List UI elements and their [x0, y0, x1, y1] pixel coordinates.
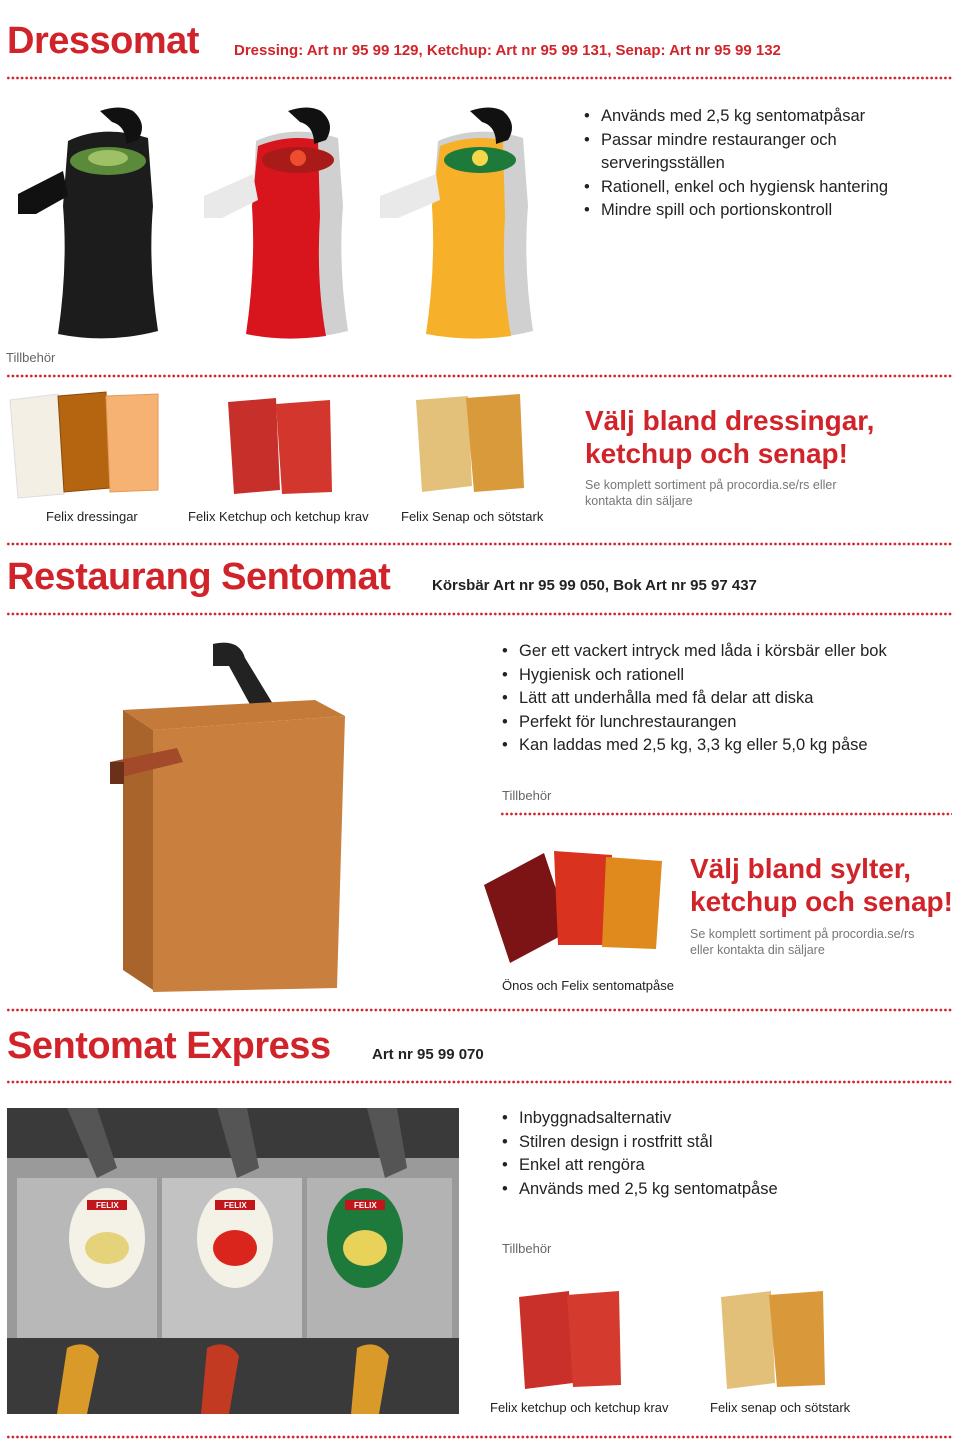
dressomat-title: Dressomat	[7, 20, 199, 62]
promo-subtitle-line: Se komplett sortiment på procordia.se/rs	[690, 927, 915, 941]
feature-item: • Används med 2,5 kg sentomatpåse	[502, 1178, 942, 1202]
feature-item: • Mindre spill och portionskontroll	[584, 199, 924, 223]
dressomat-dispensers-image	[8, 96, 568, 346]
feature-item: • Enkel att rengöra	[502, 1154, 942, 1178]
accessories-label: Tillbehör	[502, 788, 552, 803]
accessory-caption: Felix Senap och sötstark	[401, 509, 544, 524]
section-divider	[6, 542, 952, 546]
dressing-bags-image	[10, 392, 158, 498]
accessory-caption: Felix ketchup och ketchup krav	[490, 1400, 669, 1415]
feature-item: • Inbyggnadsalternativ	[502, 1107, 942, 1131]
dressomat-promo-title	[585, 404, 955, 470]
promo-subtitle-line: eller kontakta din säljare	[690, 943, 825, 957]
section-divider	[6, 1008, 952, 1012]
red-dispenser	[204, 108, 348, 339]
section-divider	[500, 812, 952, 816]
feature-item: • Passar mindre restauranger och serveringsställen	[584, 129, 924, 176]
feature-item: • Hygienisk och rationell	[502, 664, 942, 688]
express-dispensers-photo	[7, 1108, 459, 1414]
promo-subtitle-line: Se komplett sortiment på procordia.se/rs eller	[585, 478, 837, 492]
dressomat-accessories-image	[8, 390, 573, 502]
restaurang-dispenser-image	[105, 640, 350, 1000]
promo-title-line: Välj bland sylter,	[690, 853, 911, 884]
feature-item: • Stilren design i rostfritt stål	[502, 1131, 942, 1155]
sentomat-bags-image	[482, 845, 682, 975]
promo-title-line: ketchup och senap!	[585, 438, 848, 469]
accessories-label: Tillbehör	[502, 1241, 552, 1256]
section-divider	[6, 1435, 952, 1439]
restaurang-article-numbers: Körsbär Art nr 95 99 050, Bok Art nr 95 97 437	[432, 577, 757, 594]
dressomat-promo-subtitle	[585, 477, 955, 509]
ketchup-bags-image	[228, 398, 332, 494]
photo-brand-label: FELIX	[224, 1201, 247, 1210]
accessory-caption: Felix dressingar	[46, 509, 138, 524]
feature-item: • Perfekt för lunchrestaurangen	[502, 711, 942, 735]
accessories-label: Tillbehör	[6, 350, 56, 365]
ketchup-bags-image	[519, 1291, 621, 1389]
mustard-bags-image	[416, 394, 524, 492]
promo-title-line: ketchup och senap!	[690, 886, 953, 917]
black-dispenser	[18, 108, 158, 339]
express-feature-list	[502, 1107, 942, 1201]
accessory-caption: Önos och Felix sentomatpåse	[502, 978, 674, 993]
feature-item: • Kan laddas med 2,5 kg, 3,3 kg eller 5,0 kg påse	[502, 734, 942, 758]
accessory-caption: Felix senap och sötstark	[710, 1400, 851, 1415]
restaurang-promo-title	[690, 852, 958, 918]
promo-subtitle-line: kontakta din säljare	[585, 494, 693, 508]
feature-item: • Rationell, enkel och hygiensk hantering	[584, 176, 924, 200]
dressomat-article-numbers: Dressing: Art nr 95 99 129, Ketchup: Art nr 95 99 131, Senap: Art nr 95 99 132	[234, 42, 781, 59]
mustard-bags-image	[721, 1291, 825, 1389]
feature-item: • Ger ett vackert intryck med låda i körsbär eller bok	[502, 640, 942, 664]
promo-title-line: Välj bland dressingar,	[585, 405, 875, 436]
feature-item: • Lätt att underhålla med få delar att diska	[502, 687, 942, 711]
express-accessories-image	[515, 1285, 845, 1395]
restaurang-title: Restaurang Sentomat	[7, 556, 391, 598]
yellow-dispenser	[380, 108, 533, 339]
feature-item: • Används med 2,5 kg sentomatpåsar	[584, 105, 924, 129]
section-divider	[6, 76, 952, 80]
section-divider	[6, 612, 952, 616]
photo-brand-label: FELIX	[96, 1201, 119, 1210]
section-divider	[6, 1080, 952, 1084]
restaurang-promo-subtitle	[690, 926, 958, 958]
express-title: Sentomat Express	[7, 1025, 331, 1067]
section-divider	[6, 374, 952, 378]
express-article-number: Art nr 95 99 070	[372, 1046, 484, 1063]
dressomat-feature-list	[584, 105, 924, 223]
accessory-caption: Felix Ketchup och ketchup krav	[188, 509, 369, 524]
restaurang-feature-list	[502, 640, 942, 758]
photo-brand-label: FELIX	[354, 1201, 377, 1210]
